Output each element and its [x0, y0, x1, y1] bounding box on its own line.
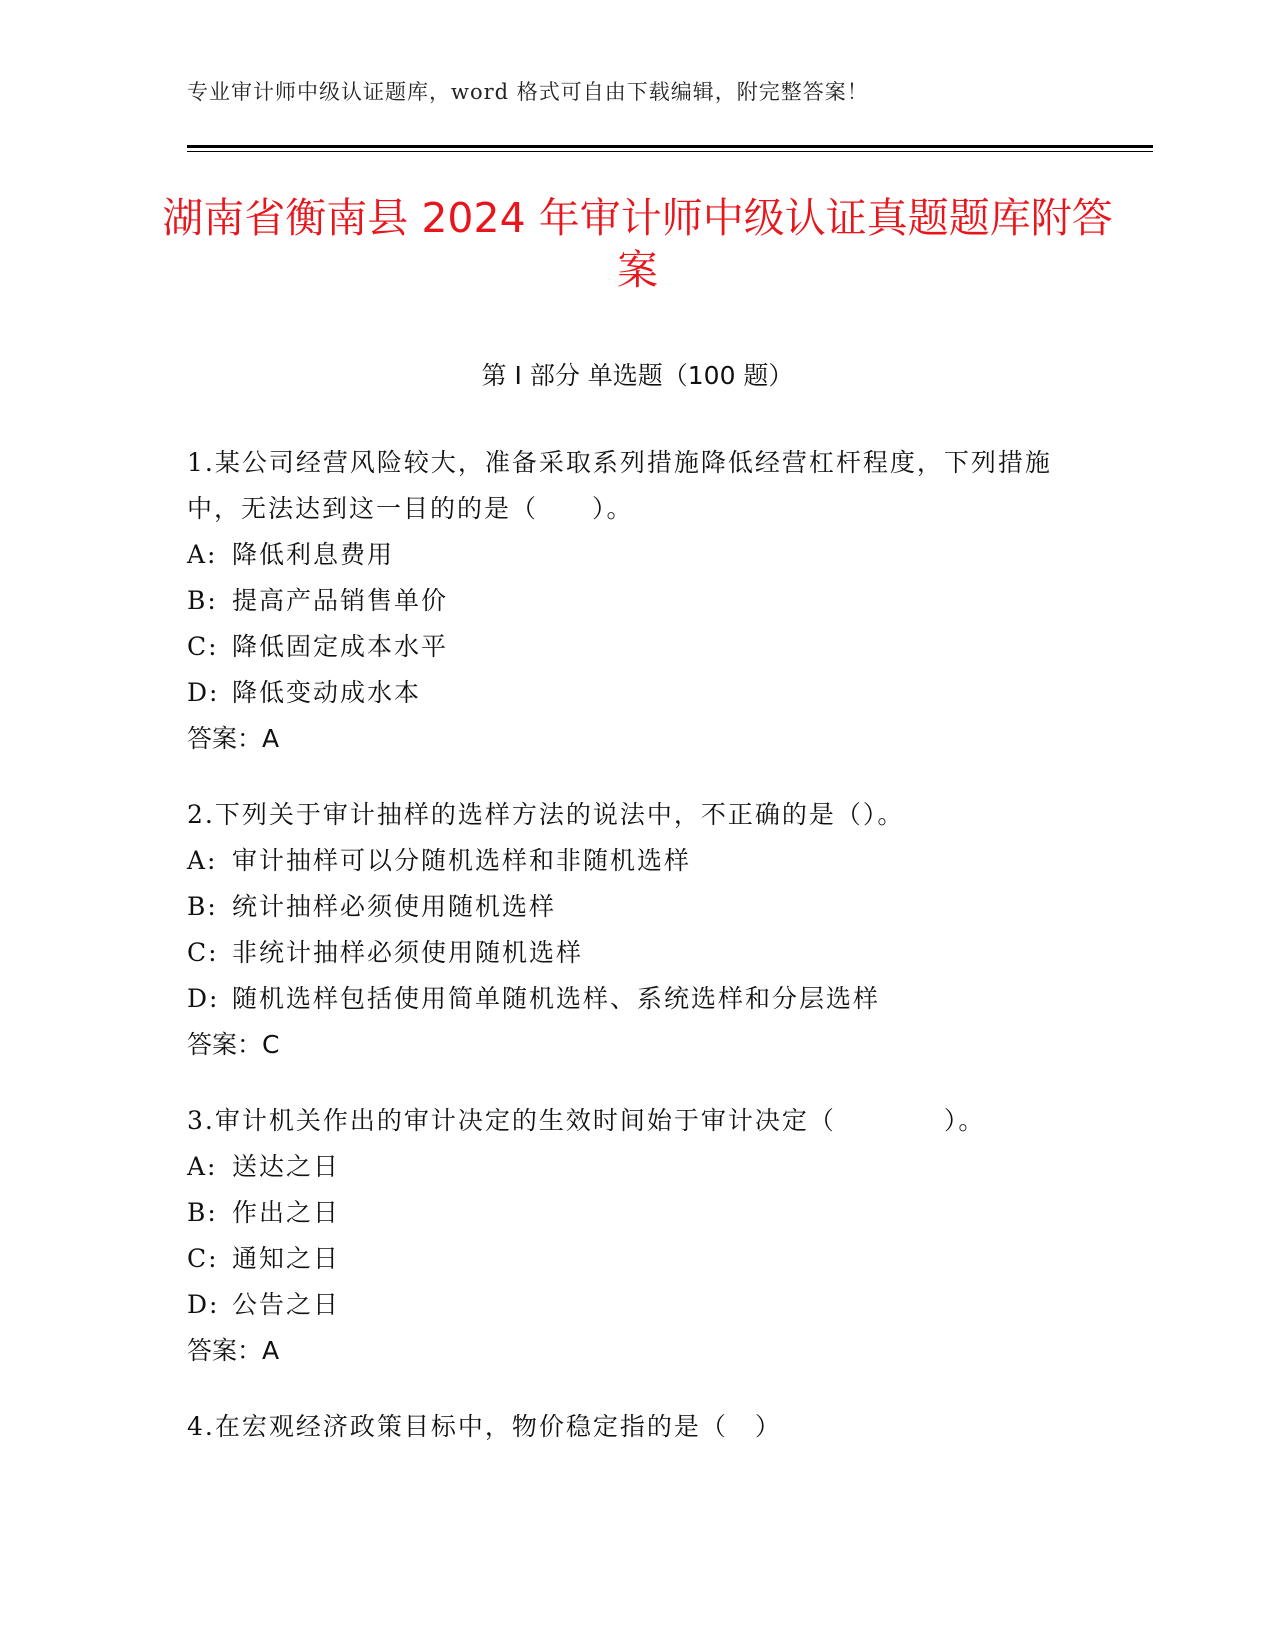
question-option — [187, 578, 1087, 624]
option-text: 作出之日 — [232, 1198, 341, 1227]
question-stem: 3.审计机关作出的审计决定的生效时间始于审计决定（ ）。 — [187, 1106, 986, 1135]
header-rule-thin — [187, 151, 1153, 152]
option-text: 降低变动成水本 — [232, 678, 422, 707]
option-text: 通知之日 — [232, 1244, 341, 1273]
question-item — [187, 1098, 1087, 1374]
question-item — [187, 792, 1087, 1068]
option-text: 降低固定成本水平 — [232, 632, 449, 661]
option-letter: D: — [187, 1290, 220, 1319]
option-text: 提高产品销售单价 — [232, 586, 449, 615]
question-option — [187, 838, 1087, 884]
header-rule-thick — [187, 145, 1153, 148]
question-option — [187, 532, 1087, 578]
question-option — [187, 884, 1087, 930]
option-text: 随机选样包括使用简单随机选样、系统选样和分层选样 — [232, 984, 881, 1013]
option-letter: B: — [187, 586, 218, 615]
question-stem: 1.某公司经营风险较大，准备采取系列措施降低经营杠杆程度，下列措施中，无法达到这一目的的是（ ）。 — [187, 448, 1052, 523]
option-text: 审计抽样可以分随机选样和非随机选样 — [232, 846, 692, 875]
option-letter: A: — [187, 1152, 218, 1181]
question-item — [187, 1404, 1087, 1450]
question-option — [187, 930, 1087, 976]
question-option — [187, 1190, 1087, 1236]
option-letter: C: — [187, 632, 219, 661]
option-letter: B: — [187, 1198, 218, 1227]
header-note: 专业审计师中级认证题库，word 格式可自由下载编辑，附完整答案！ — [187, 80, 869, 104]
option-letter: B: — [187, 892, 218, 921]
option-letter: A: — [187, 846, 218, 875]
option-text: 统计抽样必须使用随机选样 — [232, 892, 557, 921]
question-item — [187, 440, 1087, 762]
section-heading: 第 I 部分 单选题（100 题） — [481, 361, 794, 390]
question-option — [187, 1144, 1087, 1190]
question-stem: 2.下列关于审计抽样的选样方法的说法中，不正确的是（）。 — [187, 800, 905, 829]
option-text: 降低利息费用 — [232, 540, 395, 569]
question-option — [187, 670, 1087, 716]
question-answer: 答案：A — [187, 724, 280, 753]
question-answer: 答案：C — [187, 1030, 280, 1059]
question-option — [187, 1236, 1087, 1282]
option-letter: D: — [187, 678, 220, 707]
question-stem: 4.在宏观经济政策目标中，物价稳定指的是（ ） — [187, 1412, 782, 1441]
option-text: 非统计抽样必须使用随机选样 — [232, 938, 584, 967]
question-option — [187, 1282, 1087, 1328]
option-letter: C: — [187, 1244, 219, 1273]
option-text: 公告之日 — [232, 1290, 341, 1319]
option-letter: C: — [187, 938, 219, 967]
question-option — [187, 624, 1087, 670]
question-list — [187, 440, 1087, 1480]
option-text: 送达之日 — [232, 1152, 341, 1181]
question-option — [187, 976, 1087, 1022]
question-answer: 答案：A — [187, 1336, 280, 1365]
document-title: 湖南省衡南县 2024 年审计师中级认证真题题库附答案 — [162, 194, 1113, 294]
option-letter: A: — [187, 540, 218, 569]
option-letter: D: — [187, 984, 220, 1013]
